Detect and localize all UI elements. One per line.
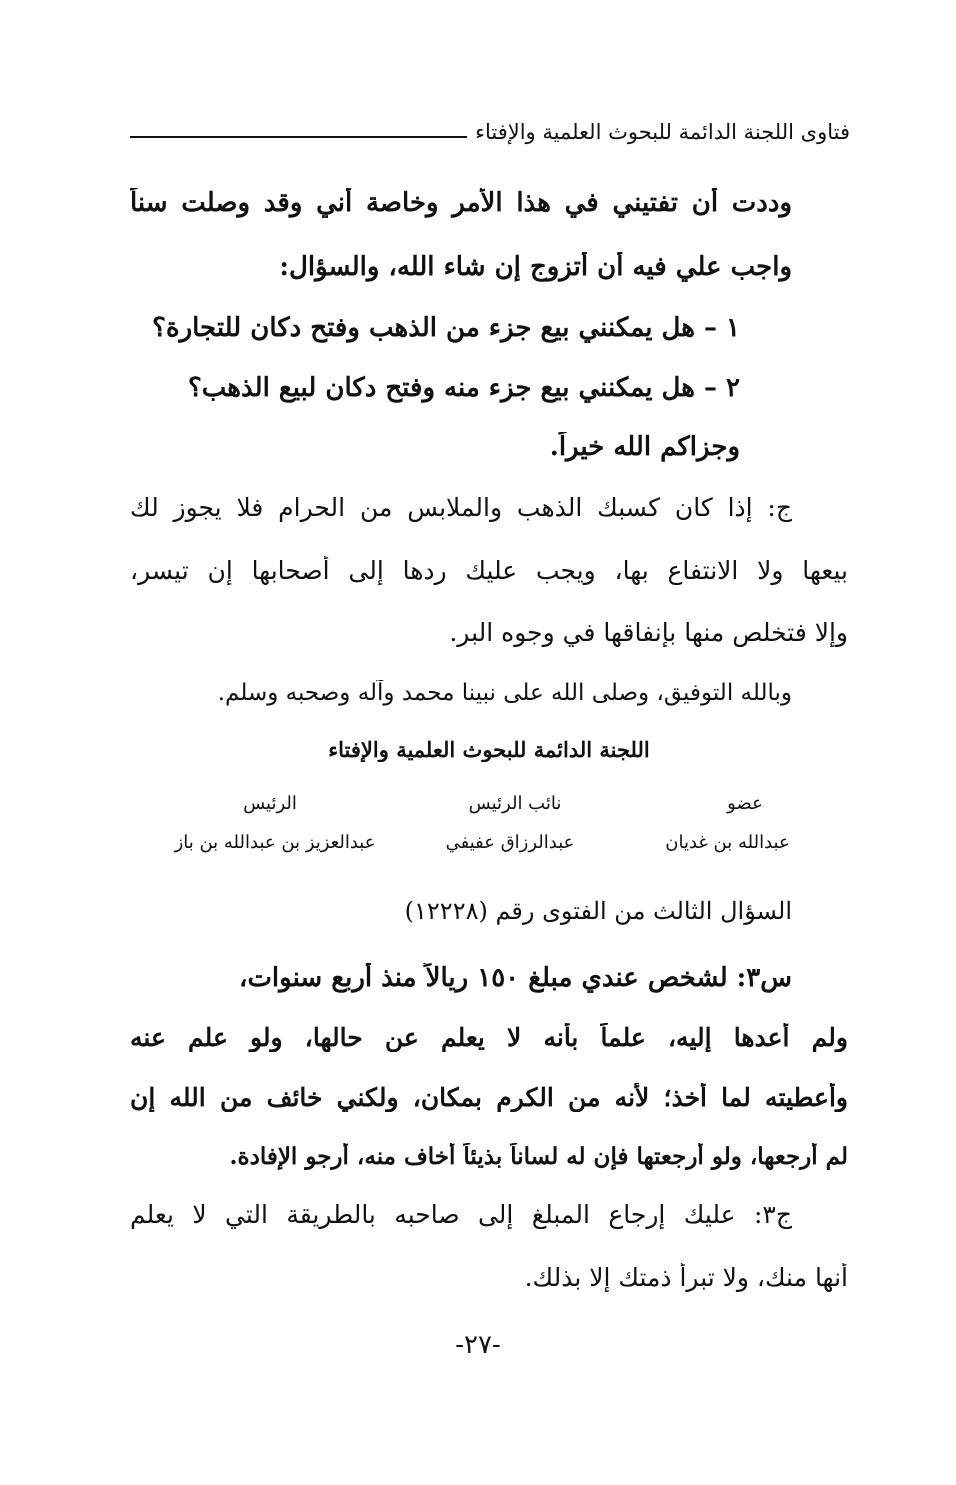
signatory-name: عبدالعزيز بن عبدالله بن باز — [174, 832, 376, 853]
question-line: ولم أعدها إليه، علماً بأنه لا يعلم عن حالها، ولو علم عنه — [130, 1023, 848, 1052]
running-header-title: فتاوى اللجنة الدائمة للبحوث العلمية والإفتاء — [475, 120, 850, 144]
signatory-role: نائب الرئيس — [468, 793, 562, 814]
page-number: -٢٧- — [455, 1330, 501, 1360]
answer-line: وإلا فتخلص منها بإنفاقها في وجوه البر. — [449, 618, 848, 647]
question-list-item: ٢ – هل يمكنني بيع جزء منه وفتح دكان لبيع الذهب؟ — [187, 373, 740, 403]
signatory-role: الرئيس — [243, 793, 297, 814]
answer-line: أنها منك، ولا تبرأ ذمتك إلا بذلك. — [524, 1263, 848, 1292]
signatory-name: عبدالله بن غديان — [665, 832, 790, 853]
signatory-role: عضو — [727, 793, 763, 814]
question-list-item: ١ – هل يمكنني بيع جزء من الذهب وفتح دكان للتجارة؟ — [152, 313, 740, 343]
question-line: لم أرجعها، ولو أرجعتها فإن له لساناً بذيئاً أخاف منه، أرجو الإفادة. — [229, 1143, 848, 1170]
question-closing: وجزاكم الله خيراً. — [549, 432, 740, 462]
question-line: وأعطيته لما أخذ؛ لأنه من الكرم بمكان، ولكني خائف من الله إن — [130, 1083, 848, 1112]
header-rule — [130, 136, 467, 138]
committee-title: اللجنة الدائمة للبحوث العلمية والإفتاء — [328, 737, 650, 762]
fatwa-reference: السؤال الثالث من الفتوى رقم (١٢٢٢٨) — [404, 897, 792, 925]
signatory-name: عبدالرزاق عفيفي — [445, 832, 575, 853]
question-line: س٣: لشخص عندي مبلغ ١٥٠ ريالاً منذ أربع سنوات، — [239, 963, 792, 993]
answer-line: ج: إذا كان كسبك الذهب والملابس من الحرام فلا يجوز لك — [130, 493, 792, 522]
question-line: واجب علي فيه أن أتزوج إن شاء الله، والسؤال: — [279, 252, 792, 282]
question-line: وددت أن تفتيني في هذا الأمر وخاصة أني وقد وصلت سناً — [130, 188, 792, 218]
closing-formula: وبالله التوفيق، وصلى الله على نبينا محمد وآله وصحبه وسلم. — [217, 680, 792, 706]
running-header — [130, 112, 850, 148]
answer-line: بيعها ولا الانتفاع بها، ويجب عليك ردها إلى أصحابها إن تيسر، — [130, 556, 848, 585]
answer-line: ج٣: عليك إرجاع المبلغ إلى صاحبه بالطريقة التي لا يعلم — [130, 1200, 792, 1229]
